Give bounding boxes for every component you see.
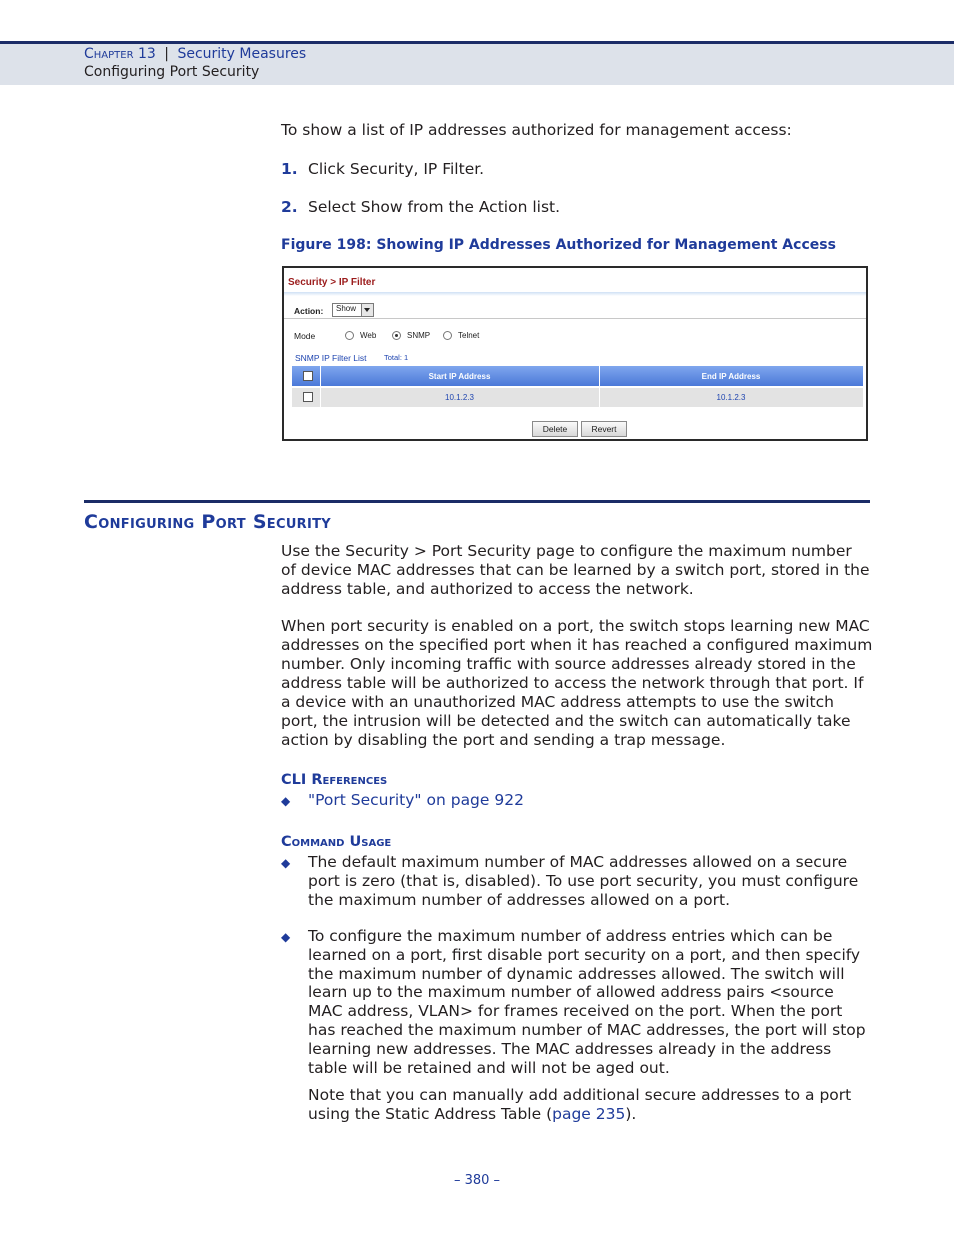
section-title: Configuring Port Security (84, 511, 332, 533)
note-suffix: ). (625, 1104, 637, 1123)
action-label: Action: (294, 306, 324, 316)
end-ip-cell: 10.1.2.3 (716, 393, 746, 402)
total-count: Total: 1 (384, 353, 409, 362)
select-all-checkbox[interactable] (303, 371, 313, 381)
column-header-end-ip: End IP Address (701, 372, 761, 381)
column-header-start-ip: Start IP Address (428, 372, 491, 381)
chapter-label: Chapter 13 (84, 46, 156, 62)
step-number: 2. (281, 198, 298, 216)
breadcrumb-bar (284, 292, 866, 296)
running-header (84, 46, 306, 62)
table-header (292, 366, 863, 386)
usage-item: The default maximum number of MAC addresses allowed on a secure port is zero (that is, disabled). To use port security, you must configure the maximum number of addresses allowed on a port. (308, 853, 859, 909)
page-link[interactable]: page 235 (552, 1104, 626, 1123)
intro-text: To show a list of IP addresses authorized for management access: (281, 121, 792, 139)
header-separator: | (164, 46, 169, 62)
delete-button[interactable]: Delete (532, 421, 578, 437)
diamond-bullet-icon: ◆ (281, 856, 291, 870)
action-select[interactable] (332, 303, 374, 317)
section-paragraph: Use the Security > Port Security page to configure the maximum number of device MAC addresses that can be learned by a switch port, stored in the address table, and authorized to access the network. (281, 542, 870, 598)
command-usage-heading: Command Usage (281, 834, 392, 850)
usage-item: To configure the maximum number of address entries which can be learned on a port, first disable port security on a port, and then specify the maximum number of dynamic addresses allowed. The switch will learn up to the maximum number of allowed address pairs <source MAC address, VLAN> for frames received on the port. When the port has reached the maximum number of MAC addresses, the port will stop learning new addresses. The MAC addresses already in the address table will be retained and will not be aged out. (308, 927, 866, 1077)
page-number: – 380 – (453, 1173, 501, 1188)
row-checkbox[interactable] (303, 392, 313, 402)
table-row (292, 388, 863, 407)
revert-button[interactable]: Revert (581, 421, 627, 437)
figure-screenshot (282, 266, 868, 441)
cli-reference-link[interactable]: "Port Security" on page 922 (308, 791, 524, 809)
mode-label: Mode (294, 331, 316, 341)
mode-radio-telnet[interactable] (443, 331, 452, 340)
cli-references-heading: CLI References (281, 772, 388, 788)
diamond-bullet-icon: ◆ (281, 794, 291, 808)
chevron-down-icon[interactable] (361, 304, 373, 316)
screenshot-breadcrumb: Security > IP Filter (288, 277, 376, 288)
list-label: SNMP IP Filter List (295, 353, 367, 363)
mode-radio-snmp[interactable] (392, 331, 401, 340)
chapter-title: Security Measures (177, 46, 307, 62)
step-number: 1. (281, 160, 298, 178)
section-rule (84, 500, 870, 503)
mode-radio-label: Web (360, 331, 377, 340)
diamond-bullet-icon: ◆ (281, 930, 291, 944)
mode-radio-web[interactable] (345, 331, 354, 340)
header-section: Configuring Port Security (84, 64, 260, 80)
mode-radio-label: Telnet (458, 331, 480, 340)
action-select-value: Show (336, 304, 357, 313)
start-ip-cell: 10.1.2.3 (445, 393, 474, 402)
section-paragraph: When port security is enabled on a port, the switch stops learning new MAC addresses on the specified port when it has reached a configured maximum number. Only incoming traffic with source addresses already stored in the address table will be authorized to access the network through that port. If a device with an unauthorized MAC address attempts to use the switch port, the intrusion will be detected and the switch can automatically take action by disabling the port and sending a trap message. (281, 617, 873, 749)
step-text: Select Show from the Action list. (308, 198, 561, 216)
mode-radio-label: SNMP (407, 331, 431, 340)
usage-note (308, 1086, 870, 1124)
figure-caption: Figure 198: Showing IP Addresses Authorized for Management Access (281, 237, 836, 253)
divider (284, 318, 866, 319)
step-text: Click Security, IP Filter. (308, 160, 485, 178)
note-text: Note that you can manually add additional secure addresses to a port using the Static Address Table ( (308, 1086, 852, 1123)
